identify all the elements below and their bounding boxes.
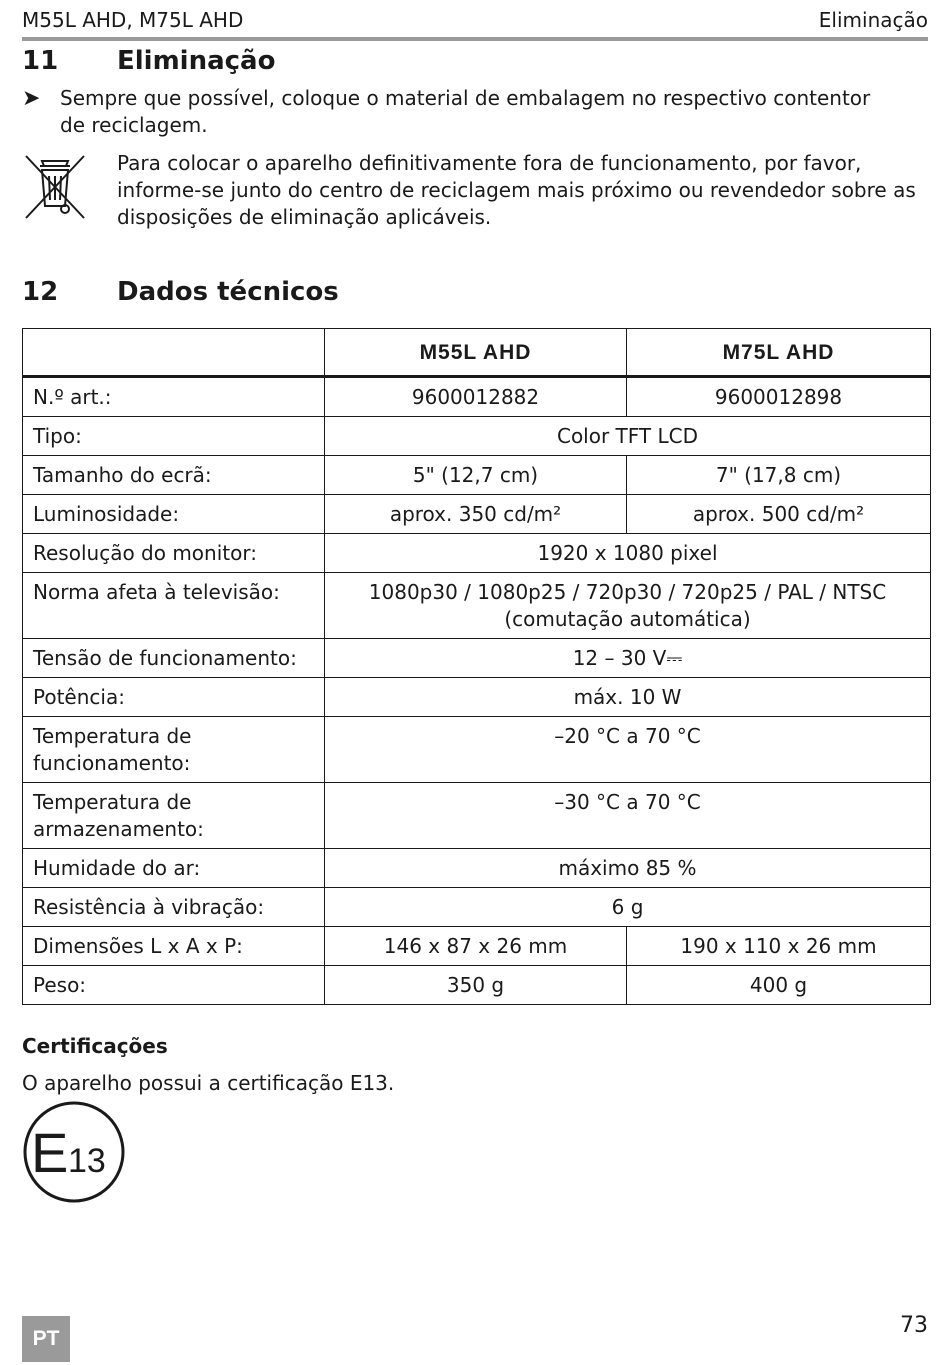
column-header-empty — [23, 329, 325, 377]
e13-certification-mark — [22, 1100, 126, 1204]
technical-data-table — [22, 328, 931, 1005]
section-11-title: Eliminação — [117, 46, 276, 76]
bullet-arrow-icon: ➤ — [22, 86, 41, 111]
spec-value-m55: 146 x 87 x 26 mm — [325, 927, 627, 966]
section-12-number: 12 — [22, 277, 59, 307]
running-header-models: M55L AHD, M75L AHD — [22, 8, 244, 32]
spec-value-m55: 350 g — [325, 966, 627, 1005]
spec-value-m55: 5" (12,7 cm) — [325, 456, 627, 495]
spec-label: Norma afeta à televisão: — [23, 573, 325, 639]
e13-number: 13 — [68, 1142, 106, 1180]
certifications-heading: Certificações — [22, 1034, 168, 1058]
table-row — [23, 783, 931, 849]
spec-label: Resistência à vibração: — [23, 888, 325, 927]
language-badge: PT — [22, 1316, 70, 1362]
table-row — [23, 927, 931, 966]
spec-value-shared: Color TFT LCD — [325, 417, 931, 456]
spec-label: Temperatura de funcionamento: — [23, 717, 325, 783]
table-row — [23, 495, 931, 534]
table-row — [23, 573, 931, 639]
table-row — [23, 534, 931, 573]
packaging-instruction: Sempre que possível, coloque o material de embalagem no respectivo contentor de reciclagem. — [60, 86, 871, 137]
column-header-m55l: M55L AHD — [325, 329, 627, 377]
table-row — [23, 966, 931, 1005]
spec-value-shared: máximo 85 % — [325, 849, 931, 888]
table-row — [23, 717, 931, 783]
table-header-row — [23, 329, 931, 377]
spec-value-m75: aprox. 500 cd/m² — [627, 495, 931, 534]
spec-label: Tensão de funcionamento: — [23, 639, 325, 678]
table-row — [23, 417, 931, 456]
table-row — [23, 849, 931, 888]
spec-value-shared: 1080p30 / 1080p25 / 720p30 / 720p25 / PAL / NTSC (comutação automática) — [325, 573, 931, 639]
table-row — [23, 888, 931, 927]
spec-value-m55: 9600012882 — [325, 377, 627, 417]
spec-value-m75: 400 g — [627, 966, 931, 1005]
certifications-text: O aparelho possui a certificação E13. — [22, 1071, 395, 1095]
spec-value-shared: –20 °C a 70 °C — [325, 717, 931, 783]
spec-value-shared: 1920 x 1080 pixel — [325, 534, 931, 573]
spec-value-shared: 6 g — [325, 888, 931, 927]
section-11-number: 11 — [22, 46, 59, 76]
spec-label: Resolução do monitor: — [23, 534, 325, 573]
spec-label: Dimensões L x A x P: — [23, 927, 325, 966]
running-header-section: Eliminação — [818, 8, 928, 32]
spec-label: Temperatura de armazenamento: — [23, 783, 325, 849]
spec-label: Tamanho do ecrã: — [23, 456, 325, 495]
spec-value-m75: 9600012898 — [627, 377, 931, 417]
spec-label: Tipo: — [23, 417, 325, 456]
e13-letter: E — [31, 1121, 69, 1184]
page-number: 73 — [900, 1313, 928, 1338]
table-row — [23, 678, 931, 717]
disposal-text: Para colocar o aparelho definitivamente fora de funcionamento, por favor, informe-se junto do centro de reciclagem mais próximo ou revendedor sobre as disposições de eliminação aplicáveis. — [117, 151, 916, 229]
spec-value-shared: –30 °C a 70 °C — [325, 783, 931, 849]
spec-label: Luminosidade: — [23, 495, 325, 534]
table-row — [23, 456, 931, 495]
table-row — [23, 639, 931, 678]
spec-value-shared: máx. 10 W — [325, 678, 931, 717]
spec-value-m75: 7" (17,8 cm) — [627, 456, 931, 495]
spec-value-m75: 190 x 110 x 26 mm — [627, 927, 931, 966]
header-rule — [22, 37, 928, 41]
spec-label: Peso: — [23, 966, 325, 1005]
spec-value-m55: aprox. 350 cd/m² — [325, 495, 627, 534]
section-12-title: Dados técnicos — [117, 277, 339, 307]
spec-label: Potência: — [23, 678, 325, 717]
crossed-out-wheelie-bin-icon — [22, 152, 88, 222]
table-row — [23, 377, 931, 417]
spec-label: N.º art.: — [23, 377, 325, 417]
spec-value-shared: 12 – 30 V⎓ — [325, 639, 931, 678]
spec-label: Humidade do ar: — [23, 849, 325, 888]
column-header-m75l: M75L AHD — [627, 329, 931, 377]
